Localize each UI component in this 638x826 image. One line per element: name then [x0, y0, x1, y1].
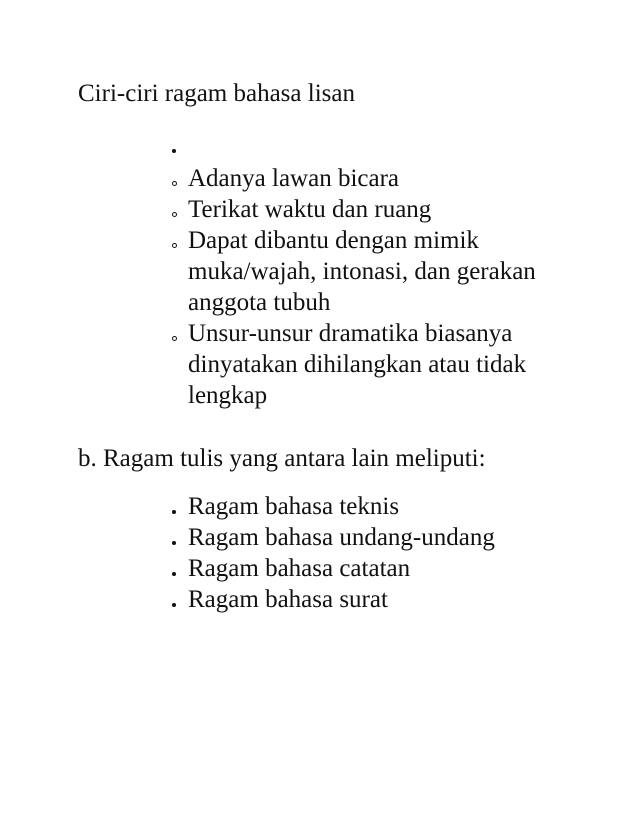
bullet-circle-icon	[168, 194, 180, 225]
bullet-disc-icon	[168, 584, 180, 615]
list-item	[0, 584, 568, 615]
list-item-text: Ragam bahasa teknis	[188, 493, 400, 520]
list-item-text: Dapat dibantu dengan mimik muka/wajah, intonasi, dan gerakan anggota tubuh	[188, 227, 536, 316]
heading-ragam-tulis: b. Ragam tulis yang antara lain meliputi:	[78, 445, 486, 472]
lisan-empty-list	[0, 130, 568, 161]
lisan-sub-list	[0, 163, 568, 411]
list-item-text: Unsur-unsur dramatika biasanya dinyatakan dihilangkan atau tidak lengkap	[188, 320, 527, 409]
list-item	[0, 194, 568, 225]
list-item	[0, 225, 568, 318]
list-item-text: Ragam bahasa surat	[188, 586, 388, 613]
bullet-circle-icon	[168, 318, 180, 349]
list-item-text: Ragam bahasa catatan	[188, 555, 411, 582]
list-item-text: Terikat waktu dan ruang	[188, 196, 432, 223]
tulis-list	[0, 491, 568, 615]
bullet-circle-icon	[168, 163, 180, 194]
list-item	[0, 163, 568, 194]
list-item	[0, 318, 568, 411]
list-item-text: Ragam bahasa undang-undang	[188, 524, 495, 551]
list-item-text: Adanya lawan bicara	[188, 165, 399, 192]
list-item	[0, 491, 568, 522]
empty-list-item	[0, 130, 568, 161]
bullet-circle-icon	[168, 225, 180, 256]
bullet-disc-icon	[168, 553, 180, 584]
heading-ciri-lisan: Ciri-ciri ragam bahasa lisan	[78, 80, 355, 107]
list-item	[0, 522, 568, 553]
bullet-disc-icon	[168, 522, 180, 553]
bullet-disc-icon	[168, 130, 180, 161]
list-item	[0, 553, 568, 584]
bullet-disc-icon	[168, 491, 180, 522]
